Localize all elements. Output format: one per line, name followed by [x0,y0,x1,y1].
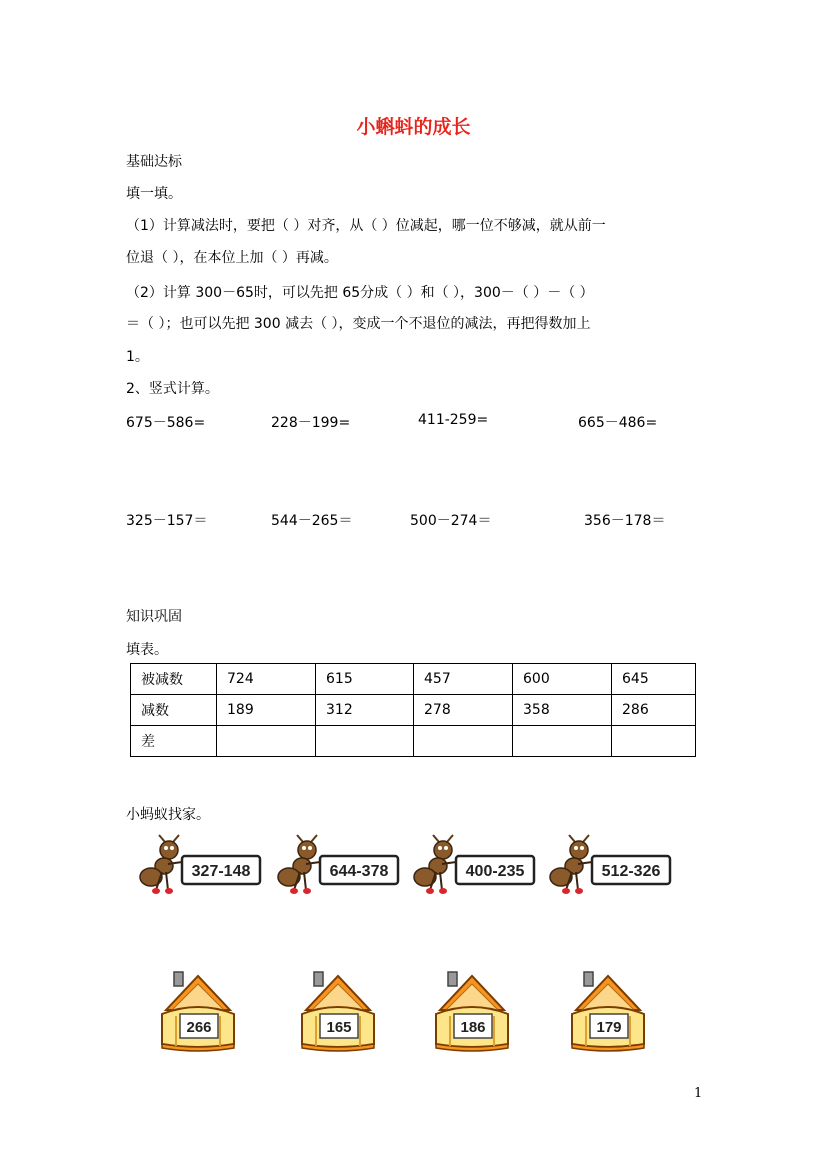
house-number: 266 [186,1019,212,1036]
ant-sign[interactable] [412,834,536,896]
answer-cell[interactable] [316,726,414,757]
house[interactable] [296,970,380,1052]
table-cell: 358 [513,695,612,726]
table-cell: 645 [612,664,696,695]
vertical-calc-heading: 2、竖式计算。 [126,381,219,397]
table-cell: 615 [316,664,414,695]
ant-sign-label: 400-235 [465,863,525,880]
vertical-problem: 500－274＝ [410,513,492,529]
vertical-problem: 411-259= [418,412,489,428]
row-label: 减数 [131,695,217,726]
question-1-line-2: 位退（ ），在本位上加（ ）再减。 [126,250,338,266]
ant-sign[interactable] [276,834,400,896]
section-basic: 基础达标 [126,154,182,170]
ant-icon [278,835,320,894]
vertical-problem: 325－157＝ [126,513,208,529]
answer-cell[interactable] [612,726,696,757]
ant-icon [140,835,182,894]
answer-cell[interactable] [513,726,612,757]
house-icon [436,972,508,1051]
table-row [131,726,696,757]
house-icon [572,972,644,1051]
ant-sign-label: 327-148 [191,863,251,880]
ant-icon [414,835,456,894]
answer-cell[interactable] [414,726,513,757]
row-label: 差 [131,726,217,757]
answer-cell[interactable] [217,726,316,757]
vertical-problem: 544－265＝ [271,513,353,529]
table-heading: 填表。 [126,642,168,658]
question-1-line-1: （1）计算减法时，要把（ ）对齐，从（ ）位减起，哪一位不够减，就从前一 [126,218,606,234]
page-title: 小蝌蚪的成长 [356,116,471,138]
section-consolidate: 知识巩固 [126,609,182,625]
table-row [131,664,696,695]
house-number: 186 [460,1019,486,1036]
ant-icon [550,835,592,894]
house[interactable] [566,970,650,1052]
page-number: 1 [694,1086,703,1101]
question-2-line-2: ＝（ ）；也可以先把 300 减去（ ），变成一个不退位的减法，再把得数加上 [126,316,591,332]
house-number: 165 [326,1019,352,1036]
house-icon [302,972,374,1051]
table-row [131,695,696,726]
ant-sign[interactable] [138,834,262,896]
ant-sign-label: 644-378 [329,863,389,880]
ant-sign-label: 512-326 [601,863,661,880]
question-2-line-3: 1。 [126,349,149,365]
vertical-problem: 228－199= [271,415,351,431]
table-cell: 600 [513,664,612,695]
table-cell: 278 [414,695,513,726]
vertical-problem: 665－486= [578,415,658,431]
table-cell: 312 [316,695,414,726]
fill-heading: 填一填。 [126,186,182,202]
ant-sign[interactable] [548,834,672,896]
table-cell: 457 [414,664,513,695]
table-cell: 724 [217,664,316,695]
house[interactable] [156,970,240,1052]
ant-heading: 小蚂蚁找家。 [126,807,210,823]
table-cell: 286 [612,695,696,726]
house-number: 179 [596,1019,622,1036]
house[interactable] [430,970,514,1052]
table-cell: 189 [217,695,316,726]
subtraction-table [130,663,696,757]
row-label: 被减数 [131,664,217,695]
vertical-problem: 675－586= [126,415,206,431]
house-icon [162,972,234,1051]
question-2-line-1: （2）计算 300－65时，可以先把 65分成（ ）和（ ），300－（ ）－（ ） [126,285,594,301]
vertical-problem: 356－178＝ [584,513,666,529]
